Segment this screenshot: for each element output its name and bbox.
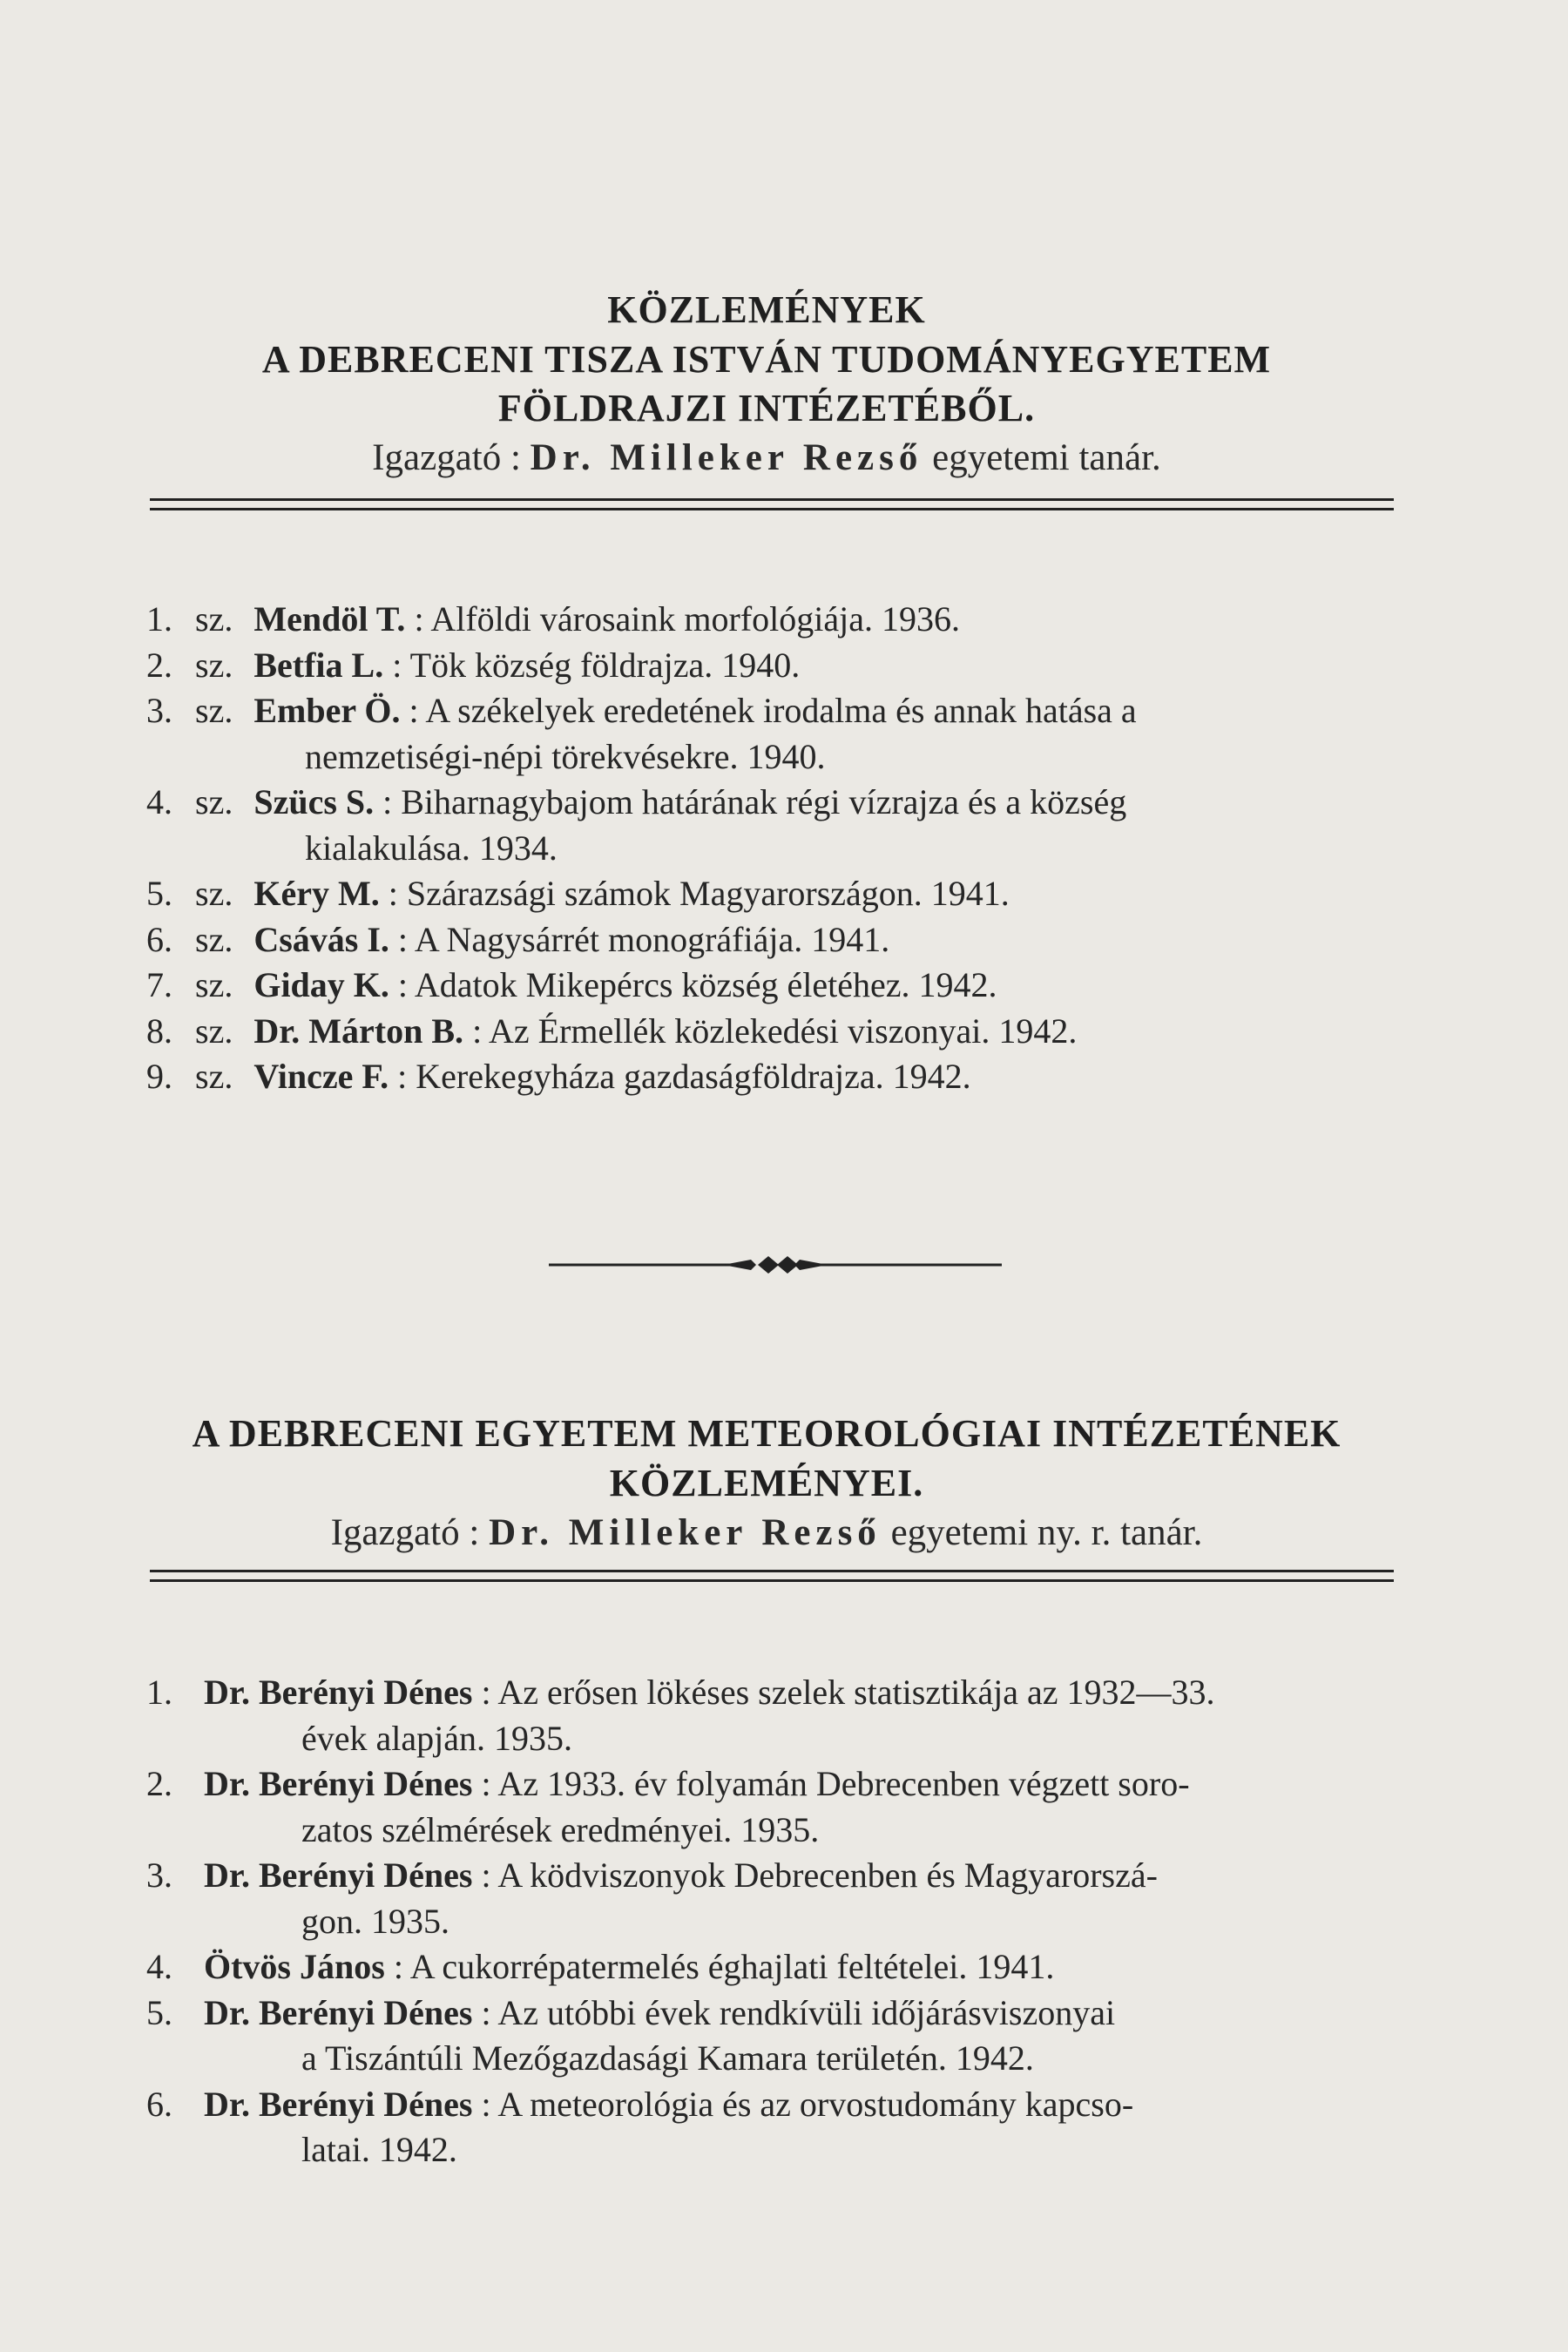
item-author: Dr. Berényi Dénes — [204, 2084, 473, 2124]
item-number: 8. — [146, 1010, 172, 1051]
section1-title-line1: KÖZLEMÉNYEK — [607, 288, 926, 331]
item-number: 6. — [146, 919, 172, 959]
item-number: 5. — [146, 1992, 172, 2032]
item-author: Szücs S. — [253, 782, 375, 821]
item-sz: sz. — [195, 919, 233, 959]
item-continuation: latai. 1942. — [301, 2130, 457, 2169]
item-sz: sz. — [195, 1010, 233, 1051]
section1-director — [139, 436, 1394, 481]
list-item — [146, 917, 1401, 963]
item-number: 5. — [146, 874, 172, 913]
item-continuation: kialakulása. 1934. — [305, 828, 558, 868]
item-author: Ötvös János — [204, 1947, 385, 1986]
item-author: Dr. Berényi Dénes — [204, 1764, 473, 1803]
item-number: 4. — [146, 1947, 172, 1986]
list-item — [146, 1853, 1401, 1944]
item-sz: sz. — [195, 1057, 233, 1096]
item-sz: sz. — [195, 782, 233, 821]
item-text: : Az utóbbi évek rendkívüli időjárásviszonyai — [481, 1992, 1116, 2032]
list-item — [146, 780, 1401, 871]
item-sz: sz. — [195, 599, 233, 639]
section2-publication-list — [146, 1670, 1401, 2173]
director-suffix: egyetemi tanár. — [932, 437, 1161, 478]
item-text: : A meteorológia és az orvostudomány kapcso- — [481, 2084, 1134, 2124]
section1-title-line2: A DEBRECENI TISZA ISTVÁN TUDOMÁNYEGYETEM — [261, 338, 1272, 381]
list-item — [146, 1054, 1401, 1100]
list-item — [146, 2082, 1401, 2173]
item-author: Dr. Berényi Dénes — [204, 1855, 473, 1895]
item-author: Mendöl T. — [253, 599, 406, 639]
item-author: Dr. Berényi Dénes — [204, 1992, 473, 2032]
item-text: : Kerekegyháza gazdaságföldrajza. 1942. — [397, 1057, 971, 1096]
item-number: 6. — [146, 2084, 172, 2124]
section2-title-line1: A DEBRECENI EGYETEM METEOROLÓGIAI INTÉZETÉNEK — [192, 1412, 1342, 1455]
item-text: : Az 1933. év folyamán Debrecenben végzett soro- — [481, 1764, 1190, 1803]
list-item — [146, 1944, 1401, 1990]
director-prefix: Igazgató : — [372, 437, 521, 478]
director-prefix: Igazgató : — [330, 1512, 480, 1553]
section1-title-line3: FÖLDRAJZI INTÉZETÉBŐL. — [497, 387, 1036, 429]
item-number: 9. — [146, 1057, 172, 1096]
item-continuation: zatos szélmérések eredményei. 1935. — [301, 1809, 820, 1849]
ornament-diamond-left — [758, 1256, 779, 1274]
item-continuation: évek alapján. 1935. — [301, 1718, 572, 1758]
list-item — [146, 1009, 1401, 1055]
item-text: : Tök község földrajza. 1940. — [392, 645, 801, 685]
item-continuation: a Tiszántúli Mezőgazdasági Kamara területén. 1942. — [301, 2038, 1034, 2078]
list-item — [146, 643, 1401, 689]
item-number: 4. — [146, 782, 172, 821]
item-author: Vincze F. — [253, 1057, 389, 1096]
item-number: 1. — [146, 1673, 172, 1712]
item-text: : A cukorrépatermelés éghajlati feltételei. 1941. — [393, 1947, 1055, 1986]
item-author: Betfia L. — [253, 645, 384, 685]
item-author: Giday K. — [253, 965, 389, 1004]
list-item — [146, 963, 1401, 1009]
item-number: 2. — [146, 1764, 172, 1803]
double-rule — [150, 1570, 1394, 1582]
director-name: Dr. Milleker Rezső — [489, 1512, 882, 1553]
item-author: Ember Ö. — [253, 691, 401, 730]
list-item — [146, 1990, 1401, 2082]
item-sz: sz. — [195, 691, 233, 730]
item-text: : Az erősen lökéses szelek statisztikája az 1932—33. — [481, 1673, 1215, 1712]
item-text: : A székelyek eredetének irodalma és annak hatása a — [409, 691, 1137, 730]
director-name: Dr. Milleker Rezső — [530, 437, 923, 478]
section2-title-line2: KÖZLEMÉNYEI. — [609, 1462, 924, 1504]
list-item — [146, 597, 1401, 643]
item-author: Dr. Márton B. — [253, 1010, 464, 1051]
section2-director — [139, 1511, 1394, 1556]
item-number: 3. — [146, 1855, 172, 1895]
item-continuation: gon. 1935. — [301, 1901, 449, 1941]
director-suffix: egyetemi ny. r. tanár. — [890, 1512, 1203, 1553]
list-item — [146, 688, 1401, 780]
double-rule — [150, 498, 1394, 510]
item-text: : A Nagysárrét monográfiája. 1941. — [397, 919, 890, 959]
item-text: : Biharnagybajom határának régi vízrajza és a község — [382, 782, 1127, 821]
item-text: : Adatok Mikepércs község életéhez. 1942. — [397, 965, 997, 1004]
ornament-divider — [549, 1246, 1002, 1281]
item-sz: sz. — [195, 645, 233, 685]
ornament-tip-left — [723, 1260, 756, 1270]
item-number: 1. — [146, 599, 172, 639]
item-author: Dr. Berényi Dénes — [204, 1673, 473, 1712]
list-item — [146, 1670, 1401, 1761]
item-sz: sz. — [195, 874, 233, 913]
item-number: 2. — [146, 645, 172, 685]
list-item — [146, 871, 1401, 917]
item-text: : A ködviszonyok Debrecenben és Magyarorszá- — [481, 1855, 1158, 1895]
item-number: 3. — [146, 691, 172, 730]
item-continuation: nemzetiségi-népi törekvésekre. 1940. — [305, 736, 826, 776]
item-author: Csávás I. — [253, 919, 389, 959]
section1-publication-list — [146, 597, 1401, 1100]
item-author: Kéry M. — [253, 874, 380, 913]
item-text: : Az Érmellék közlekedési viszonyai. 1942. — [472, 1010, 1078, 1051]
item-text: : Alföldi városaink morfológiája. 1936. — [414, 599, 960, 639]
item-sz: sz. — [195, 965, 233, 1004]
item-number: 7. — [146, 965, 172, 1004]
item-text: : Szárazsági számok Magyarországon. 1941. — [388, 874, 1010, 913]
list-item — [146, 1761, 1401, 1853]
